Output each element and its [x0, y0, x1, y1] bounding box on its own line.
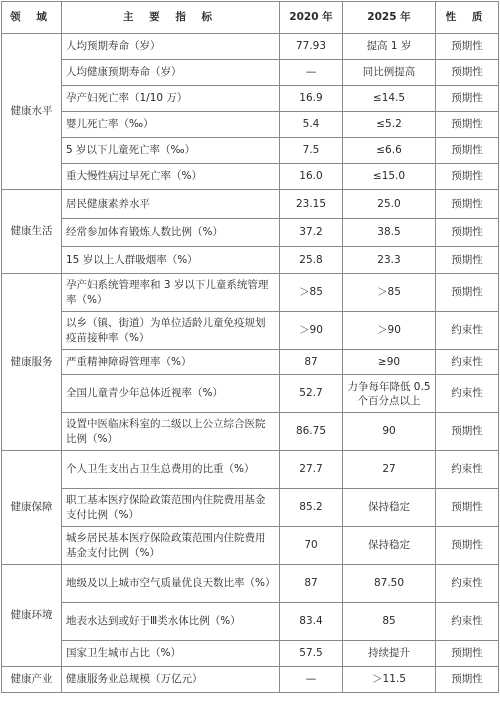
value-2025-cell: 25.0 — [343, 190, 436, 219]
table-row — [2, 451, 499, 489]
value-2025-cell: ≤5.2 — [343, 112, 436, 138]
nature-cell: 约束性 — [436, 375, 499, 413]
indicator-cell: 设置中医临床科室的二级以上公立综合医院比例（%） — [62, 413, 280, 451]
table-row — [2, 312, 499, 350]
nature-cell: 预期性 — [436, 190, 499, 219]
nature-cell: 预期性 — [436, 641, 499, 667]
table-row — [2, 603, 499, 641]
nature-cell: 约束性 — [436, 565, 499, 603]
table-row — [2, 413, 499, 451]
indicator-cell: 以乡（镇、街道）为单位适龄儿童免疫规划疫苗接种率（%） — [62, 312, 280, 350]
value-2020-cell: 37.2 — [280, 219, 343, 247]
indicator-cell: 15 岁以上人群吸烟率（%） — [62, 247, 280, 274]
indicator-cell: 全国儿童青少年总体近视率（%） — [62, 375, 280, 413]
value-2025-cell: 90 — [343, 413, 436, 451]
table-row — [2, 667, 499, 693]
table-row — [2, 219, 499, 247]
value-2025-cell: ≤14.5 — [343, 86, 436, 112]
value-2020-cell: 70 — [280, 527, 343, 565]
table-row — [2, 34, 499, 60]
field-cell: 健康环境 — [2, 565, 62, 667]
header-nature: 性 质 — [436, 2, 499, 34]
table-row — [2, 60, 499, 86]
indicator-cell: 婴儿死亡率（‰） — [62, 112, 280, 138]
nature-cell: 预期性 — [436, 34, 499, 60]
table-row — [2, 565, 499, 603]
indicator-cell: 孕产妇死亡率（1/10 万） — [62, 86, 280, 112]
indicator-cell: 地表水达到或好于Ⅲ类水体比例（%） — [62, 603, 280, 641]
nature-cell: 约束性 — [436, 603, 499, 641]
table-row — [2, 375, 499, 413]
indicator-cell: 人均健康预期寿命（岁） — [62, 60, 280, 86]
value-2025-cell: 23.3 — [343, 247, 436, 274]
value-2020-cell: 7.5 — [280, 138, 343, 164]
field-cell: 健康保障 — [2, 451, 62, 565]
nature-cell: 预期性 — [436, 274, 499, 312]
value-2020-cell: 86.75 — [280, 413, 343, 451]
value-2020-cell: 16.0 — [280, 164, 343, 190]
value-2025-cell: ＞90 — [343, 312, 436, 350]
table-row — [2, 164, 499, 190]
field-cell: 健康水平 — [2, 34, 62, 190]
table-row — [2, 489, 499, 527]
value-2020-cell: 16.9 — [280, 86, 343, 112]
table-row — [2, 641, 499, 667]
table-row — [2, 527, 499, 565]
header-2025: 2025 年 — [343, 2, 436, 34]
table-row — [2, 112, 499, 138]
indicator-cell: 地级及以上城市空气质量优良天数比率（%） — [62, 565, 280, 603]
value-2020-cell: 52.7 — [280, 375, 343, 413]
table-row — [2, 138, 499, 164]
value-2020-cell: 85.2 — [280, 489, 343, 527]
table-row — [2, 190, 499, 219]
value-2020-cell: 87 — [280, 565, 343, 603]
nature-cell: 预期性 — [436, 489, 499, 527]
value-2025-cell: 保持稳定 — [343, 527, 436, 565]
value-2025-cell: 提高 1 岁 — [343, 34, 436, 60]
header-2020: 2020 年 — [280, 2, 343, 34]
value-2020-cell: 87 — [280, 350, 343, 375]
nature-cell: 预期性 — [436, 60, 499, 86]
value-2020-cell: 57.5 — [280, 641, 343, 667]
nature-cell: 预期性 — [436, 527, 499, 565]
value-2025-cell: 持续提升 — [343, 641, 436, 667]
value-2025-cell: ≤6.6 — [343, 138, 436, 164]
value-2025-cell: ＞85 — [343, 274, 436, 312]
value-2025-cell: 保持稳定 — [343, 489, 436, 527]
nature-cell: 约束性 — [436, 312, 499, 350]
value-2025-cell: ≤15.0 — [343, 164, 436, 190]
value-2020-cell: — — [280, 60, 343, 86]
field-cell: 健康生活 — [2, 190, 62, 274]
nature-cell: 约束性 — [436, 451, 499, 489]
indicator-table — [1, 1, 499, 693]
value-2020-cell: 83.4 — [280, 603, 343, 641]
value-2020-cell: — — [280, 667, 343, 693]
indicator-cell: 职工基本医疗保险政策范围内住院费用基金支付比例（%） — [62, 489, 280, 527]
value-2020-cell: ＞90 — [280, 312, 343, 350]
field-cell: 健康服务 — [2, 274, 62, 451]
value-2020-cell: 5.4 — [280, 112, 343, 138]
nature-cell: 预期性 — [436, 86, 499, 112]
nature-cell: 预期性 — [436, 413, 499, 451]
nature-cell: 预期性 — [436, 667, 499, 693]
indicator-cell: 城乡居民基本医疗保险政策范围内住院费用基金支付比例（%） — [62, 527, 280, 565]
nature-cell: 预期性 — [436, 164, 499, 190]
indicator-cell: 国家卫生城市占比（%） — [62, 641, 280, 667]
table-row — [2, 274, 499, 312]
indicator-cell: 个人卫生支出占卫生总费用的比重（%） — [62, 451, 280, 489]
indicator-cell: 重大慢性病过早死亡率（%） — [62, 164, 280, 190]
value-2025-cell: 力争每年降低 0.5 个百分点以上 — [343, 375, 436, 413]
value-2025-cell: 85 — [343, 603, 436, 641]
field-cell: 健康产业 — [2, 667, 62, 693]
header-row — [2, 2, 499, 34]
indicator-cell: 健康服务业总规模（万亿元） — [62, 667, 280, 693]
header-indicator: 主 要 指 标 — [62, 2, 280, 34]
indicator-cell: 居民健康素养水平 — [62, 190, 280, 219]
nature-cell: 预期性 — [436, 112, 499, 138]
indicator-cell: 严重精神障碍管理率（%） — [62, 350, 280, 375]
value-2025-cell: 87.50 — [343, 565, 436, 603]
nature-cell: 预期性 — [436, 247, 499, 274]
value-2020-cell: 77.93 — [280, 34, 343, 60]
table-row — [2, 247, 499, 274]
value-2020-cell: 27.7 — [280, 451, 343, 489]
table-row — [2, 86, 499, 112]
indicator-cell: 经常参加体育锻炼人数比例（%） — [62, 219, 280, 247]
value-2025-cell: ＞11.5 — [343, 667, 436, 693]
nature-cell: 约束性 — [436, 350, 499, 375]
value-2020-cell: 25.8 — [280, 247, 343, 274]
indicator-cell: 5 岁以下儿童死亡率（‰） — [62, 138, 280, 164]
value-2020-cell: 23.15 — [280, 190, 343, 219]
indicator-cell: 人均预期寿命（岁） — [62, 34, 280, 60]
nature-cell: 预期性 — [436, 138, 499, 164]
indicator-cell: 孕产妇系统管理率和 3 岁以下儿童系统管理率（%） — [62, 274, 280, 312]
header-field: 领 域 — [2, 2, 62, 34]
value-2020-cell: ＞85 — [280, 274, 343, 312]
table-row — [2, 350, 499, 375]
value-2025-cell: 38.5 — [343, 219, 436, 247]
value-2025-cell: 27 — [343, 451, 436, 489]
value-2025-cell: ≥90 — [343, 350, 436, 375]
nature-cell: 预期性 — [436, 219, 499, 247]
value-2025-cell: 同比例提高 — [343, 60, 436, 86]
